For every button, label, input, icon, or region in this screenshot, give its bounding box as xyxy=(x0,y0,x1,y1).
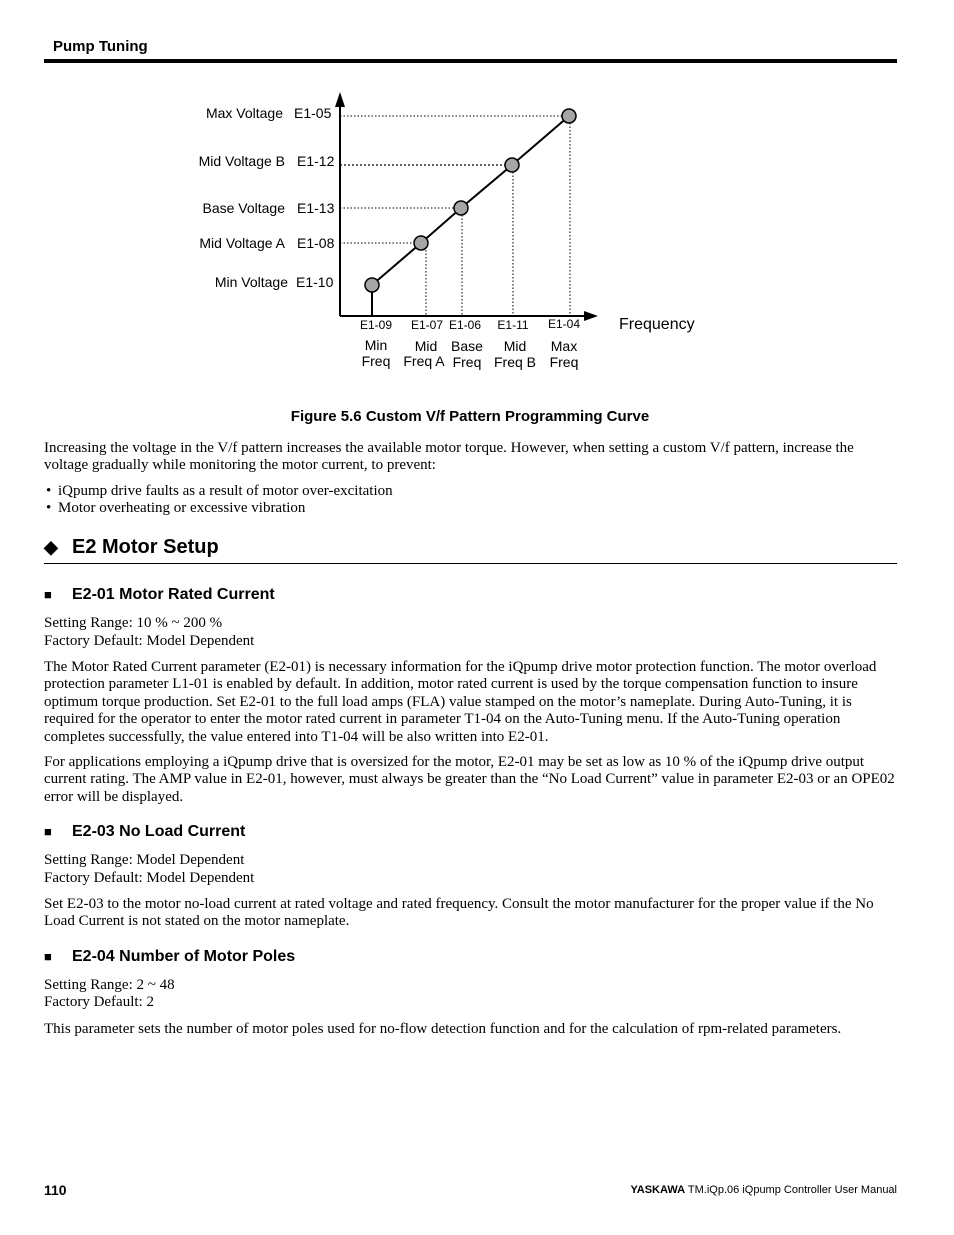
x-axis-arrow xyxy=(584,311,598,321)
vf-curve xyxy=(372,116,569,285)
bullet-text: iQpump drive faults as a result of motor over-excitation xyxy=(58,483,393,499)
running-header-title: Pump Tuning xyxy=(53,38,148,55)
point-min xyxy=(365,278,379,292)
x-label-mid-freq-b-line1: Mid xyxy=(503,338,527,354)
vf-pattern-figure xyxy=(0,80,954,390)
x-label-min-freq-line2: Freq xyxy=(361,353,391,369)
y-label-base-voltage: Base Voltage xyxy=(202,200,285,216)
y-axis-arrow xyxy=(335,92,345,107)
x-label-mid-freq-b-line2: Freq B xyxy=(493,354,537,370)
footer-brand: YASKAWA xyxy=(630,1184,686,1196)
square-bullet-icon: ■ xyxy=(44,824,52,839)
setting-range: Setting Range: Model Dependent xyxy=(44,852,245,868)
section-heading xyxy=(44,536,219,559)
footer-manual-title xyxy=(630,1184,897,1196)
header-rule xyxy=(44,59,897,63)
body-paragraph: Set E2-03 to the motor no-load current at rated voltage and rated frequency. Consult the motor manufacturer for the proper value if the No Load Current is not stated on the motor nameplate. xyxy=(44,896,874,930)
intro-bullet: • iQpump drive faults as a result of motor over-excitation xyxy=(46,483,393,499)
body-paragraph: The Motor Rated Current parameter (E2-01) is necessary information for the iQpump drive motor protection function. The motor overload protection parameter L1-01 is enabled by default. In addition, motor rated current is used by the torque compensation function to insure optimum torque production. Set E2-01 to the full load amps (FLA) value stamped on the motor’s nameplate. During Auto-Tuning, it is required for the operator to enter the motor rated current in parameter T1-04 on the Auto-Tuning menu. If the Auto-Tuning operation completes successfully, the value entered into T1-04 will be also written into E2-01. xyxy=(44,659,877,745)
x-param-e1-04: E1-04 xyxy=(547,317,581,331)
bullet-text: Motor overheating or excessive vibration xyxy=(58,500,306,516)
x-label-min-freq-line1: Min xyxy=(364,337,388,353)
body-paragraph: This parameter sets the number of motor poles used for no-flow detection function and for the calculation of rpm-related parameters. xyxy=(44,1021,842,1037)
factory-default: Factory Default: Model Dependent xyxy=(44,870,255,886)
y-param-e1-12: E1-12 xyxy=(297,153,335,169)
y-param-e1-10: E1-10 xyxy=(296,274,334,290)
figure-caption: Figure 5.6 Custom V/f Pattern Programming Curve xyxy=(290,408,650,425)
body-paragraph: For applications employing a iQpump drive that is oversized for the motor, E2-01 may be set as low as 10 % of the iQpump drive output current rating. The AMP value in E2-01, however, must always be greater than the “No Load Current” value in parameter E2-03 or an OPE02 error will be displayed. xyxy=(44,754,895,805)
x-label-mid-freq-a-line2: Freq A xyxy=(403,353,445,369)
subsection-title: E2-04 Number of Motor Poles xyxy=(72,948,296,965)
point-max xyxy=(562,109,576,123)
diamond-icon: ◆ xyxy=(44,537,58,557)
subsection-title: E2-03 No Load Current xyxy=(72,823,246,840)
section-rule xyxy=(44,563,897,564)
x-label-max-freq-line1: Max xyxy=(550,338,578,354)
x-label-base-freq-line2: Freq xyxy=(452,354,482,370)
x-param-e1-09: E1-09 xyxy=(359,318,393,332)
point-mid-b xyxy=(505,158,519,172)
point-base xyxy=(454,201,468,215)
y-param-e1-05: E1-05 xyxy=(294,105,332,121)
page-number: 110 xyxy=(44,1182,67,1198)
x-label-max-freq-line2: Freq xyxy=(549,354,579,370)
factory-default: Factory Default: 2 xyxy=(44,994,154,1010)
point-mid-a xyxy=(414,236,428,250)
intro-bullet: • Motor overheating or excessive vibration xyxy=(46,500,306,516)
setting-range: Setting Range: 2 ~ 48 xyxy=(44,977,175,993)
factory-default: Factory Default: Model Dependent xyxy=(44,633,255,649)
y-param-e1-13: E1-13 xyxy=(297,200,335,216)
x-label-base-freq-line1: Base xyxy=(451,338,483,354)
x-param-e1-06: E1-06 xyxy=(448,318,482,332)
section-title: E2 Motor Setup xyxy=(72,536,219,558)
intro-paragraph: Increasing the voltage in the V/f pattern increases the available motor torque. However, when setting a custom V/f pattern, increase the voltage gradually while monitoring the motor current, to prevent: xyxy=(44,440,854,474)
subsection-heading-e2-04 xyxy=(44,948,295,966)
x-param-e1-11: E1-11 xyxy=(497,318,529,332)
x-param-e1-07: E1-07 xyxy=(410,318,444,332)
subsection-heading-e2-03 xyxy=(44,823,245,841)
subsection-title: E2-01 Motor Rated Current xyxy=(72,586,275,603)
y-label-max-voltage: Max Voltage xyxy=(205,105,283,121)
y-label-mid-voltage-b: Mid Voltage B xyxy=(198,153,285,169)
x-axis-title: Frequency xyxy=(619,316,695,333)
setting-range: Setting Range: 10 % ~ 200 % xyxy=(44,615,223,631)
y-label-min-voltage: Min Voltage xyxy=(214,274,288,290)
footer-manual: TM.iQp.06 iQpump Controller User Manual xyxy=(687,1184,897,1196)
square-bullet-icon: ■ xyxy=(44,949,52,964)
y-param-e1-08: E1-08 xyxy=(297,235,335,251)
x-label-mid-freq-a-line1: Mid xyxy=(414,338,438,354)
subsection-heading-e2-01 xyxy=(44,586,275,604)
y-label-mid-voltage-a: Mid Voltage A xyxy=(199,235,285,251)
square-bullet-icon: ■ xyxy=(44,587,52,602)
